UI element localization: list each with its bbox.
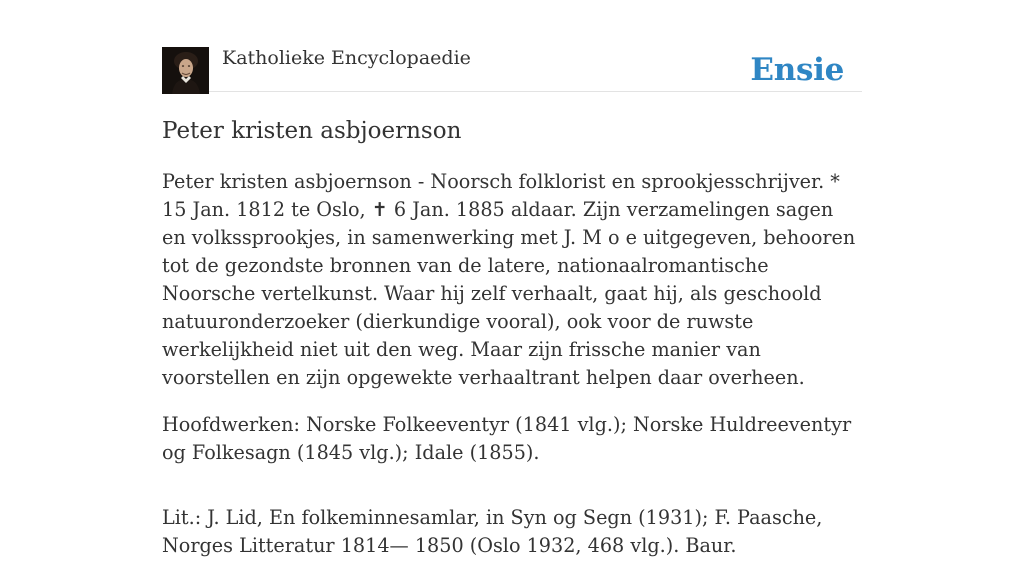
avatar[interactable]	[162, 47, 209, 94]
article-body	[162, 168, 862, 579]
article-paragraph: Lit.: J. Lid, En folkeminnesamlar, in Syn og Segn (1931); F. Paasche, Norges Litteratur 1814— 1850 (Oslo 1932, 468 vlg.). Baur.	[162, 506, 823, 557]
publication-name[interactable]: Katholieke Encyclopaedie	[222, 47, 471, 69]
page-container	[162, 0, 862, 557]
article-paragraph: Hoofdwerken: Norske Folkeeventyr (1841 vlg.); Norske Huldreeventyr og Folkesagn (1845 vlg.); Idale (1855).	[162, 413, 852, 464]
page-title: Peter kristen asbjoernson	[162, 118, 462, 144]
brand-logo[interactable]: Ensie	[750, 52, 844, 88]
article-paragraph: Peter kristen asbjoernson - Noorsch folklorist en sprookjesschrijver. * 15 Jan. 1812 te Oslo, ✝ 6 Jan. 1885 aldaar. Zijn verzamelingen sagen en volkssprookjes, in samenwerking met J. M o e uitgegeven, behooren tot de gezondste bronnen van de latere, nationaalromantische Noorsche vertelkunst. Waar hij zelf verhaalt, gaat hij, als geschoold natuuronderzoeker (dierkundige vooral), ook voor de ruwste werkelijkheid niet uit den weg. Maar zijn frissche manier van voorstellen en zijn opgewekte verhaaltrant helpen daar overheen.	[162, 170, 856, 389]
site-header	[162, 0, 862, 92]
portrait-icon	[162, 47, 209, 94]
